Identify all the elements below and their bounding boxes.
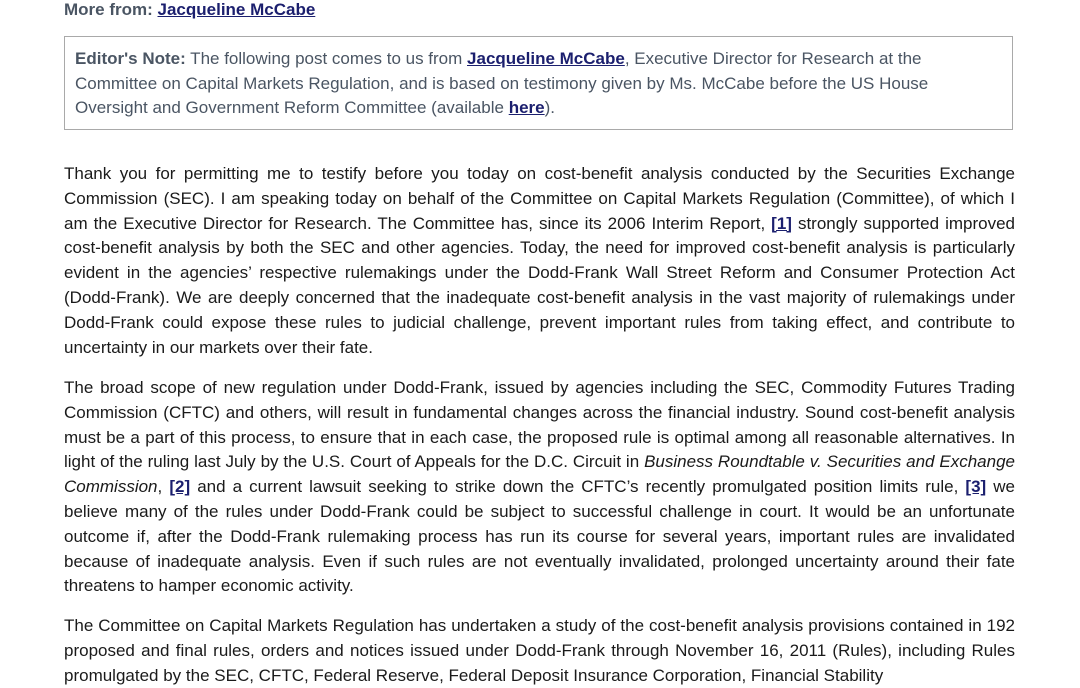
editors-note-author-link[interactable]: Jacqueline McCabe bbox=[467, 49, 625, 68]
footnote-ref-1[interactable]: [1] bbox=[771, 213, 792, 233]
editors-note-label: Editor's Note: bbox=[75, 49, 186, 68]
paragraph-2 bbox=[64, 376, 1015, 599]
paragraph-3-text: The Committee on Capital Markets Regulation has undertaken a study of the cost-benefit analysis provisions contained in 192 proposed and final rules, orders and notices issued under Dodd-Frank through November 16, 2011 (Rules), including Rules promulgated by the SEC, CFTC, Federal Reserve, Federal Deposit Insurance Corporation, Financial Stability bbox=[64, 616, 1015, 685]
paragraph-1-text-b: strongly supported improved cost-benefit analysis by both the SEC and other agencies. Today, the need for improved cost-benefit analysis is particularly evident in the agencies’ respective rulemakings under the Dodd-Frank Wall Street Reform and Consumer Protection Act (Dodd-Frank). We are deeply concerned that the inadequate cost-benefit analysis in the vast majority of rulemakings under Dodd-Frank could expose these rules to judicial challenge, prevent important rules from taking effect, and contribute to uncertainty in our markets over their fate. bbox=[64, 213, 1015, 357]
case-name-italic: Business Roundtable v. Securities and Exchange Commission bbox=[64, 452, 1015, 497]
paragraph-2-text-d: we believe many of the rules under Dodd-Frank could be subject to successful challenge in court. It would be an unfortunate outcome if, after the Dodd-Frank rulemaking process has run its course for several years, important rules are invalidated because of inadequate analysis. Even if such rules are not eventually invalidated, prolonged uncertainty around their fate threatens to hamper economic activity. bbox=[64, 477, 1015, 596]
more-from-line bbox=[64, 0, 315, 21]
footnote-ref-2[interactable]: [2] bbox=[169, 477, 191, 497]
paragraph-2-text-b: , bbox=[157, 477, 170, 497]
editors-note-text-2: , Executive Director for Research at the Committee on Capital Markets Regulation, and is based on testimony given by Ms. McCabe before the US House Oversight and Government Reform Committee (available bbox=[75, 49, 929, 117]
paragraph-2-text-c: and a current lawsuit seeking to strike down the CFTC’s recently promulgated position limits rule, bbox=[190, 477, 966, 497]
editors-note-text-end: ). bbox=[544, 98, 555, 117]
paragraph-1 bbox=[64, 162, 1015, 360]
footnote-ref-3[interactable]: [3] bbox=[965, 477, 987, 497]
paragraph-1-text-a: Thank you for permitting me to testify before you today on cost-benefit analysis conducted by the Securities Exchange Commission (SEC). I am speaking today on behalf of the Committee on Capital Markets Regulation (Committee), of which I am the Executive Director for Research. The Committee has, since its 2006 Interim Report, bbox=[64, 164, 1015, 233]
editors-note-box bbox=[64, 36, 1013, 130]
paragraph-3 bbox=[64, 614, 1015, 688]
editors-note-here-link[interactable]: here bbox=[508, 98, 545, 117]
editors-note-text-1: The following post comes to us from bbox=[185, 49, 468, 68]
more-from-author-link[interactable]: Jacqueline McCabe bbox=[157, 0, 316, 19]
paragraph-2-text-a: The broad scope of new regulation under Dodd-Frank, issued by agencies including the SEC, Commodity Futures Trading Commission (CFTC) and others, will result in fundamental changes across the financial industry. Sound cost-benefit analysis must be a part of this process, to ensure that in each case, the proposed rule is optimal among all reasonable alternatives. In light of the ruling last July by the U.S. Court of Appeals for the D.C. Circuit in bbox=[64, 378, 1015, 472]
more-from-label: More from: bbox=[64, 0, 153, 19]
